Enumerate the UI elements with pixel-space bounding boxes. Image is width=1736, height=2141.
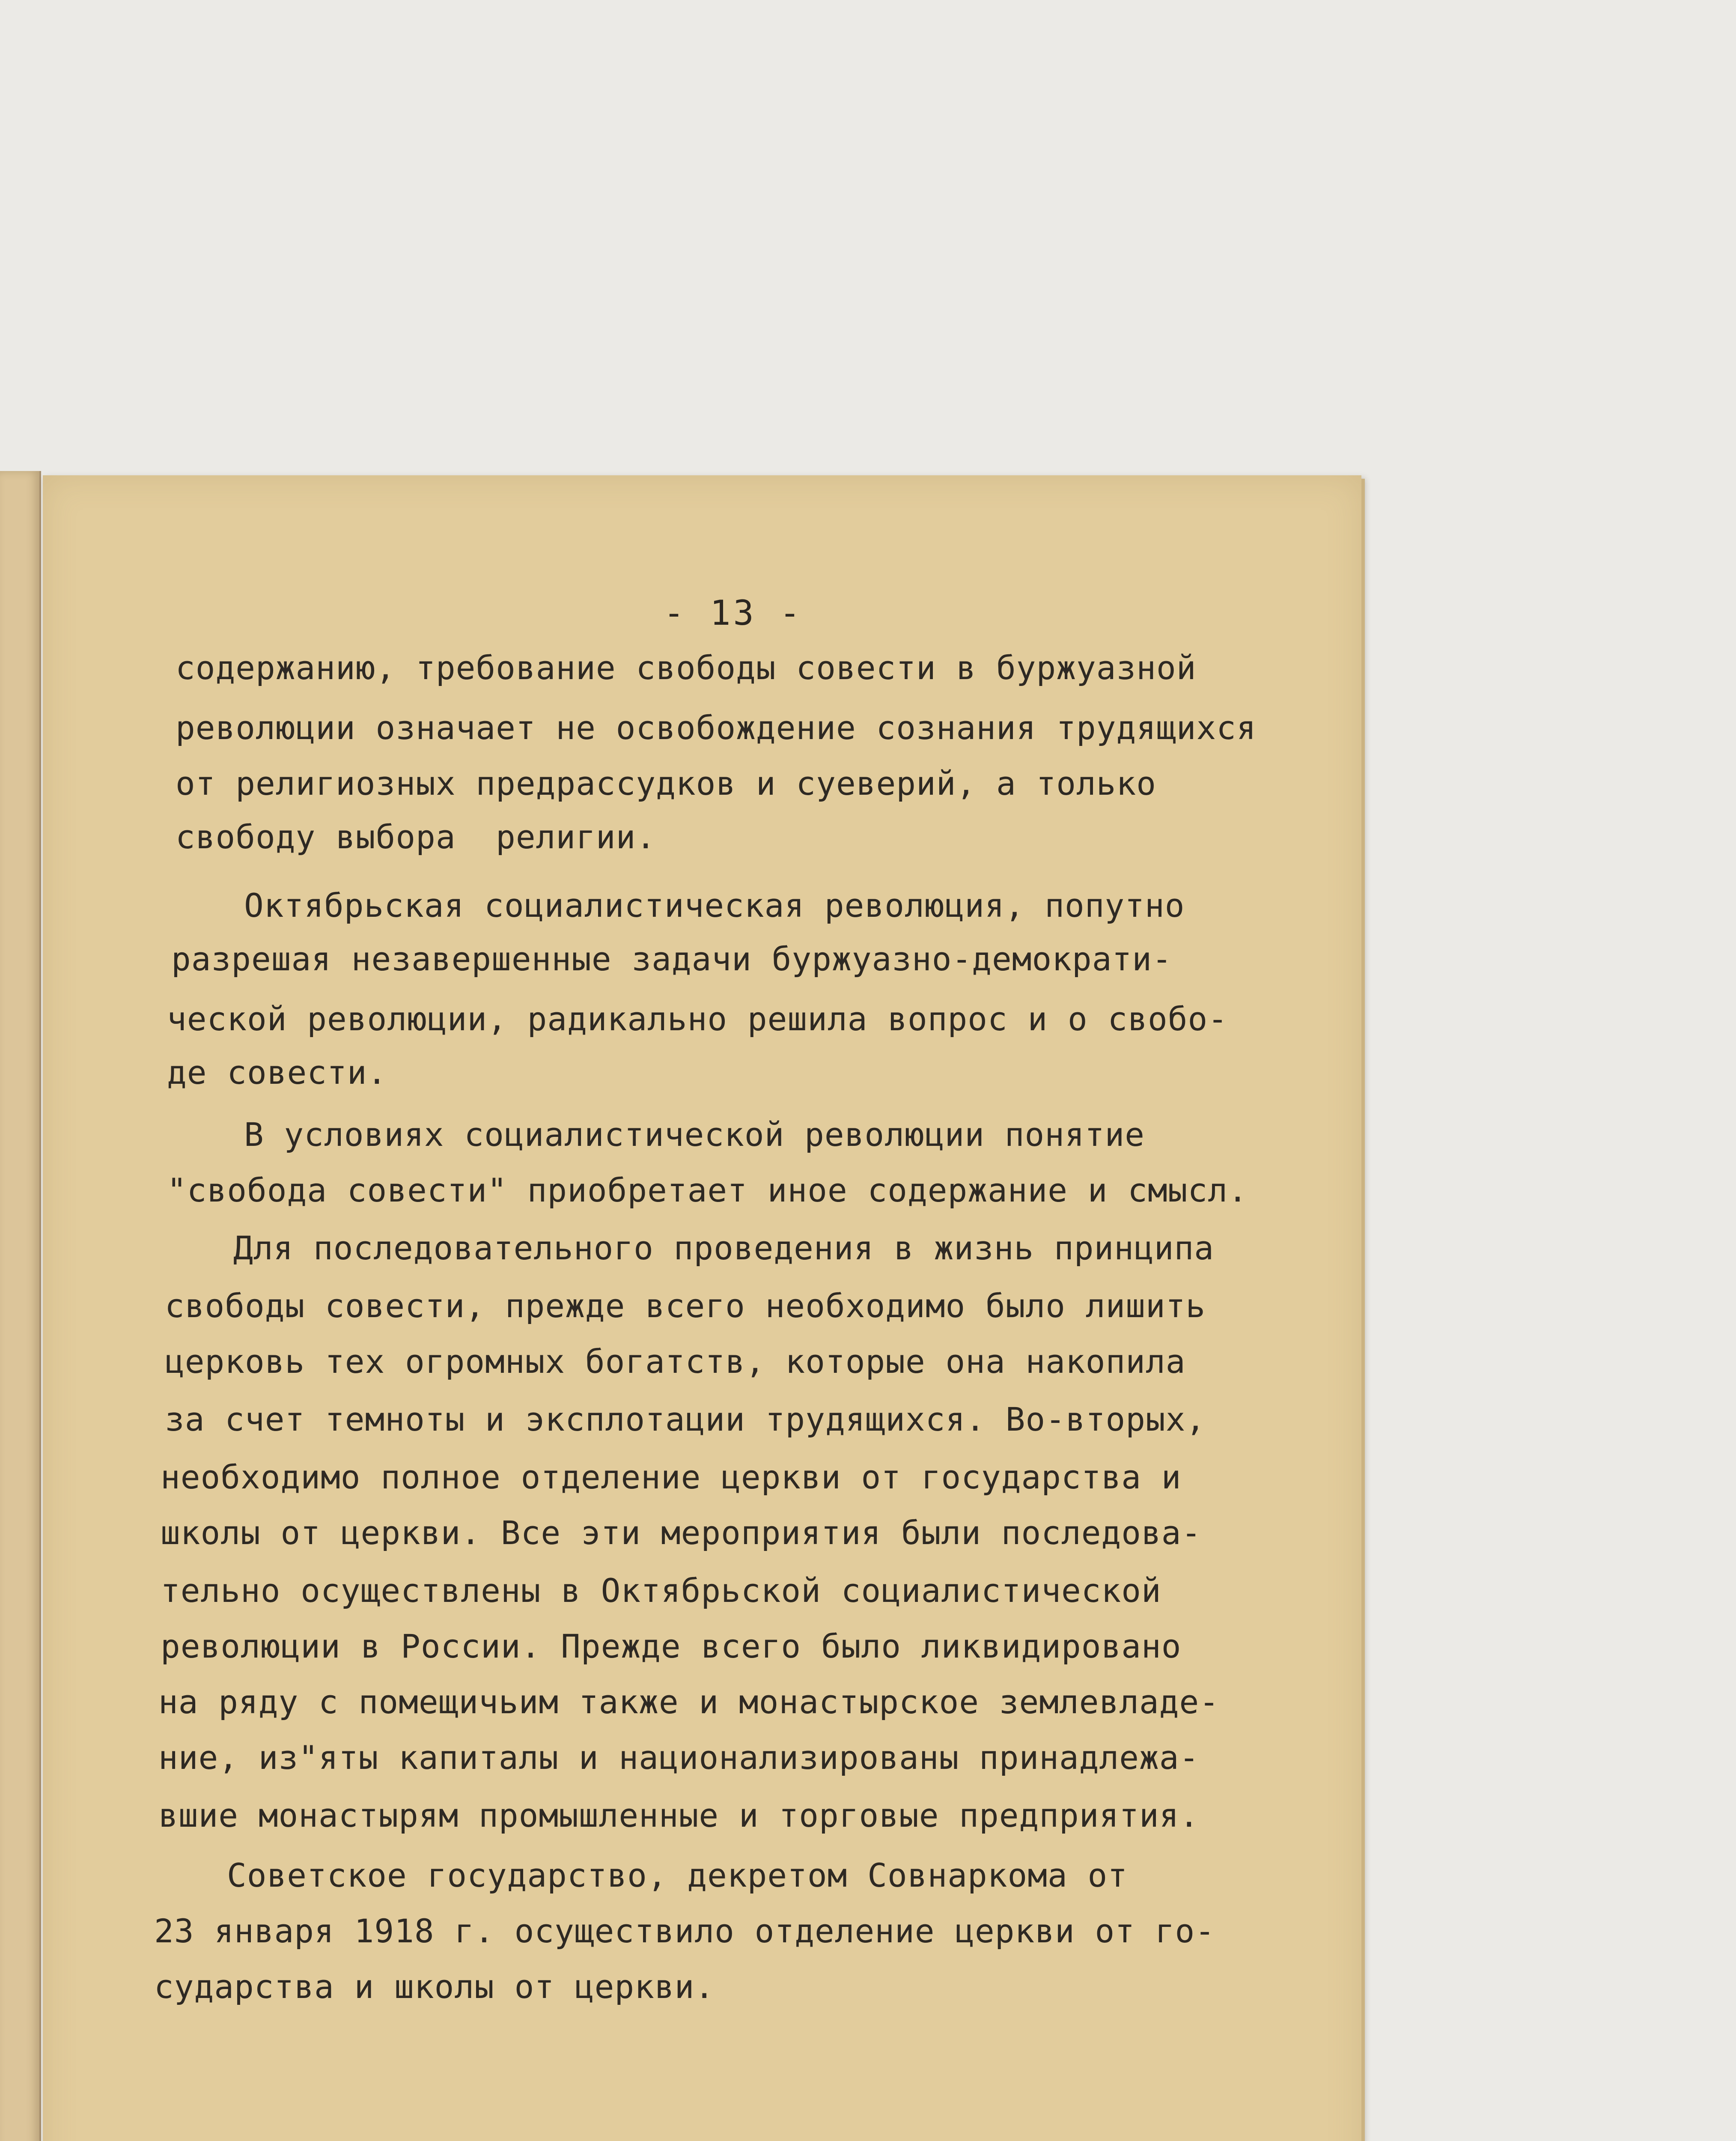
text-line: революции означает не освобождение сознания трудящихся	[176, 709, 1257, 747]
text-line: 23 января 1918 г. осуществило отделение церкви от го-	[154, 1912, 1215, 1950]
text-line: Для последовательного проведения в жизнь принципа	[233, 1229, 1215, 1267]
page-number: - 13 -	[664, 593, 803, 633]
text-line: революции в России. Прежде всего было ликвидировано	[161, 1627, 1182, 1665]
text-line: на ряду с помещичьим также и монастырское землевладе-	[158, 1683, 1220, 1721]
text-line: свободы совести, прежде всего необходимо было лишить	[165, 1287, 1206, 1325]
text-line: сударства и школы от церкви.	[154, 1968, 715, 2006]
text-line: де совести.	[167, 1053, 387, 1091]
text-line: В условиях социалистической революции понятие	[244, 1115, 1145, 1154]
text-line: Октябрьская социалистическая революция, попутно	[244, 886, 1185, 924]
text-line: вшие монастырям промышленные и торговые предприятия.	[158, 1796, 1200, 1834]
text-line: тельно осуществлены в Октябрьской социалистической	[161, 1571, 1161, 1610]
text-line: ческой революции, радикально решила вопрос и о свобо-	[167, 1000, 1228, 1038]
text-line: необходимо полное отделение церкви от государства и	[161, 1458, 1182, 1496]
text-line: содержанию, требование свободы совести в буржуазной	[176, 649, 1197, 687]
text-line: "свобода совести" приобретает иное содержание и смысл.	[167, 1171, 1248, 1209]
page-right-edge	[1361, 479, 1365, 2141]
text-line: церковь тех огромных богатств, которые она накопила	[165, 1342, 1186, 1381]
left-page-edge	[0, 471, 41, 2141]
text-line: ние, из"яты капиталы и национализированы принадлежа-	[158, 1738, 1200, 1777]
text-line: школы от церкви. Все эти мероприятия были последова-	[161, 1514, 1202, 1552]
text-line: от религиозных предрассудков и суеверий, а только	[176, 764, 1157, 802]
text-line: свободу выбора религии.	[176, 818, 656, 856]
text-line: за счет темноты и эксплотации трудящихся. Во-вторых,	[165, 1400, 1206, 1438]
text-line: разрешая незавершенные задачи буржуазно-демократи-	[171, 940, 1172, 978]
text-line: Советское государство, декретом Совнаркома от	[227, 1856, 1128, 1894]
